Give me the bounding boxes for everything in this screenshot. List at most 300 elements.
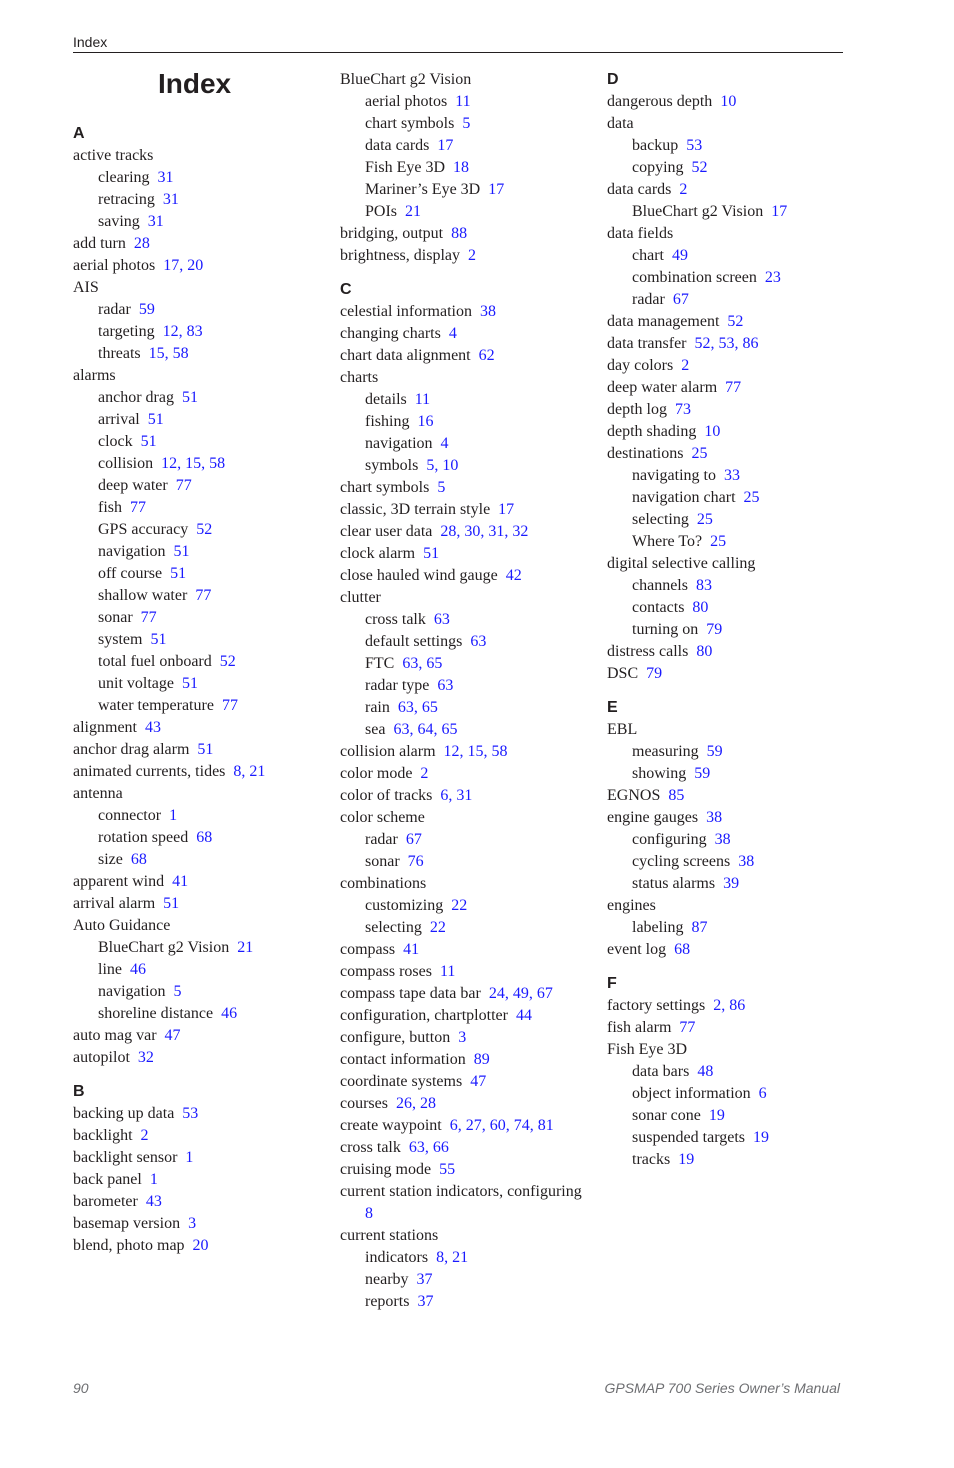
page-reference-link[interactable]: 51: [140, 433, 157, 450]
page-reference-link[interactable]: 76: [407, 853, 424, 870]
index-entry: [340, 565, 590, 587]
page-reference-link[interactable]: 51: [423, 545, 440, 562]
page-reference-link[interactable]: 1: [185, 1149, 194, 1166]
index-entry: [607, 1039, 857, 1061]
index-letter-heading: A: [73, 125, 85, 142]
page-reference-link[interactable]: 63: [437, 677, 454, 694]
index-subentry: [73, 607, 323, 629]
page-reference-link[interactable]: 79: [706, 621, 723, 638]
index-term: cruising mode: [340, 1161, 432, 1178]
index-term: day colors: [607, 357, 674, 374]
index-entry: [73, 1147, 323, 1169]
page-reference-link[interactable]: 2: [468, 247, 476, 264]
index-entry: [340, 1027, 590, 1049]
index-subentry: [73, 981, 323, 1003]
page-reference-link[interactable]: 68: [130, 851, 147, 868]
index-term: water temperature: [98, 697, 214, 714]
page-reference-link[interactable]: 19: [678, 1151, 695, 1168]
index-term: BlueChart g2 Vision: [340, 71, 472, 88]
page-reference-link[interactable]: 31: [147, 213, 164, 230]
page-reference-link[interactable]: 17: [498, 501, 515, 518]
index-entry: [73, 739, 323, 761]
index-term: clutter: [340, 589, 381, 606]
page-reference-link[interactable]: 2, 86: [713, 997, 746, 1014]
index-term: Mariner’s Eye 3D: [365, 181, 481, 198]
page-reference-link[interactable]: 2: [420, 765, 429, 782]
index-term: data transfer: [607, 335, 687, 352]
index-subentry: [73, 673, 323, 695]
index-term: data bars: [632, 1063, 690, 1080]
index-entry: [340, 543, 590, 565]
page-reference-link[interactable]: 49: [671, 247, 688, 264]
index-column-1: [73, 123, 323, 1257]
index-subentry: [73, 519, 323, 541]
index-term: alarms: [73, 367, 116, 384]
index-entry: [73, 1025, 323, 1047]
index-term: deep water alarm: [607, 379, 718, 396]
page-reference-link[interactable]: 48: [697, 1063, 714, 1080]
page-reference-link[interactable]: 43: [144, 719, 161, 736]
page-reference-link[interactable]: 42: [505, 567, 522, 584]
index-entry: [340, 477, 590, 499]
index-column-2: [340, 69, 590, 1313]
page-reference-link[interactable]: 17: [771, 203, 788, 220]
page-reference-link[interactable]: 63: [470, 633, 487, 650]
page-reference-link[interactable]: 28, 30, 31, 32: [440, 523, 529, 540]
page-reference-link[interactable]: 25: [743, 489, 760, 506]
page-reference-link[interactable]: 6: [758, 1085, 767, 1102]
page-reference-link[interactable]: 1: [149, 1171, 158, 1188]
index-subentry: [73, 1003, 323, 1025]
index-term: data cards: [607, 181, 672, 198]
page-reference-link[interactable]: 77: [130, 499, 146, 516]
index-term: charts: [340, 369, 379, 386]
index-entry: [607, 995, 857, 1017]
index-entry: [73, 717, 323, 739]
page-reference-link[interactable]: 26, 28: [395, 1095, 436, 1112]
page-reference-link[interactable]: 63, 65: [397, 699, 438, 716]
index-entry: [340, 1071, 590, 1093]
index-entry: [73, 1169, 323, 1191]
page-reference-link[interactable]: 51: [173, 543, 190, 560]
index-entry: [607, 663, 857, 685]
index-term: sea: [365, 721, 386, 738]
running-header: Index: [73, 34, 843, 53]
index-term: configuration, chartplotter: [340, 1007, 508, 1024]
index-entry: [73, 1213, 323, 1235]
page-reference-link[interactable]: 51: [163, 895, 180, 912]
page-reference-link[interactable]: 59: [706, 743, 723, 760]
page-reference-link[interactable]: 87: [691, 919, 708, 936]
index-entry: [73, 915, 323, 937]
index-term: connector: [98, 807, 162, 824]
page-reference-link[interactable]: 51: [150, 631, 167, 648]
index-term: status alarms: [632, 875, 716, 892]
index-term: contact information: [340, 1051, 466, 1068]
index-subentry: [607, 1149, 857, 1171]
page-reference-link[interactable]: 12, 15, 58: [161, 455, 226, 472]
page-reference-link[interactable]: 11: [439, 963, 456, 980]
page-reference-link[interactable]: 19: [708, 1107, 725, 1124]
index-entry: [607, 719, 857, 741]
page-reference-link[interactable]: 11: [455, 93, 471, 110]
index-subentry: [607, 741, 857, 763]
index-subentry: [73, 387, 323, 409]
index-term: shallow water: [98, 587, 188, 604]
page-reference-link[interactable]: 5: [173, 983, 182, 1000]
page-reference-link[interactable]: 25: [710, 533, 727, 550]
index-term: create waypoint: [340, 1117, 442, 1134]
index-entry: [73, 233, 323, 255]
page-reference-link[interactable]: 5, 10: [426, 457, 459, 474]
index-term: configure, button: [340, 1029, 451, 1046]
index-letter-heading: C: [340, 281, 352, 298]
page-reference-link[interactable]: 3: [458, 1029, 467, 1046]
index-term: customizing: [365, 897, 444, 914]
page-reference-link[interactable]: 67: [672, 291, 689, 308]
page-reference-link[interactable]: 83: [695, 577, 712, 594]
page-reference-link[interactable]: 38: [714, 831, 731, 848]
index-subentry: [340, 135, 590, 157]
page-reference-link[interactable]: 1: [169, 807, 178, 824]
page-reference-link[interactable]: 80: [696, 643, 713, 660]
page-reference-link[interactable]: 28: [133, 235, 150, 252]
index-term: aerial photos: [365, 93, 448, 110]
index-entry: [340, 763, 590, 785]
index-subentry: [340, 113, 590, 135]
index-term: system: [98, 631, 143, 648]
page-reference-link[interactable]: 2: [679, 181, 688, 198]
page-reference-link[interactable]: 10: [704, 423, 721, 440]
page-reference-link[interactable]: 51: [197, 741, 214, 758]
index-subentry: [340, 433, 590, 455]
page-reference-link[interactable]: 15, 58: [148, 345, 189, 362]
index-term: clock: [98, 433, 133, 450]
index-term: radar type: [365, 677, 430, 694]
index-term: chart symbols: [340, 479, 430, 496]
index-subentry: [73, 563, 323, 585]
page-reference-link[interactable]: 21: [237, 939, 254, 956]
page-reference-link[interactable]: 8: [365, 1205, 373, 1222]
page-reference-link[interactable]: 77: [221, 697, 238, 714]
index-term: contacts: [632, 599, 685, 616]
page-reference-link[interactable]: 88: [451, 225, 468, 242]
index-subentry: [607, 201, 857, 223]
index-term: nearby: [365, 1271, 409, 1288]
index-subentry: [607, 917, 857, 939]
index-term: threats: [98, 345, 141, 362]
page-reference-link[interactable]: 19: [753, 1129, 770, 1146]
page-reference-link[interactable]: 25: [691, 445, 708, 462]
page-reference-link[interactable]: 6, 31: [440, 787, 473, 804]
page-reference-link[interactable]: 25: [696, 511, 713, 528]
index-subentry: [607, 597, 857, 619]
page-reference-link[interactable]: 12, 83: [162, 323, 203, 340]
page-reference-link[interactable]: 52: [219, 653, 236, 670]
index-term: symbols: [365, 457, 419, 474]
index-subentry: [340, 895, 590, 917]
index-term: cross talk: [340, 1139, 401, 1156]
index-subentry: [340, 697, 590, 719]
page-reference-link[interactable]: 63, 66: [408, 1139, 449, 1156]
index-entry: [607, 785, 857, 807]
page-reference-link[interactable]: 37: [416, 1271, 433, 1288]
page-reference-link[interactable]: 32: [137, 1049, 154, 1066]
index-term: anchor drag alarm: [73, 741, 190, 758]
index-term: chart data alignment: [340, 347, 471, 364]
page-reference-link[interactable]: 21: [405, 203, 422, 220]
index-entry: [73, 761, 323, 783]
index-entry: [73, 893, 323, 915]
page-reference-link[interactable]: 77: [679, 1019, 696, 1036]
page-reference-link[interactable]: 38: [479, 303, 496, 320]
page-reference-link[interactable]: 52: [727, 313, 744, 330]
index-term: measuring: [632, 743, 699, 760]
index-term: AIS: [73, 279, 99, 296]
index-term: event log: [607, 941, 667, 958]
index-letter-heading: B: [73, 1083, 85, 1100]
index-subentry: [340, 631, 590, 653]
page-reference-link[interactable]: 51: [181, 675, 198, 692]
index-term: deep water: [98, 477, 168, 494]
index-term: BlueChart g2 Vision: [632, 203, 764, 220]
page-reference-link[interactable]: 63, 65: [402, 655, 443, 672]
page-reference-link[interactable]: 38: [738, 853, 755, 870]
page-reference-link[interactable]: 67: [405, 831, 422, 848]
index-subentry: [607, 829, 857, 851]
index-entry: [73, 255, 323, 277]
index-term: barometer: [73, 1193, 138, 1210]
page-reference-link[interactable]: 17: [488, 181, 505, 198]
index-subentry: [73, 585, 323, 607]
index-term: current stations: [340, 1227, 439, 1244]
index-term: color scheme: [340, 809, 425, 826]
page-reference-link[interactable]: 16: [417, 413, 434, 430]
index-term: size: [98, 851, 123, 868]
index-entry: [607, 355, 857, 377]
page-reference-link[interactable]: 3: [188, 1215, 197, 1232]
index-subentry: [607, 531, 857, 553]
page-reference-link[interactable]: 43: [145, 1193, 162, 1210]
index-subentry: [607, 1061, 857, 1083]
index-term: compass: [340, 941, 396, 958]
index-entry: [340, 961, 590, 983]
index-subentry: [73, 695, 323, 717]
index-term: apparent wind: [73, 873, 165, 890]
index-entry: [607, 333, 857, 355]
index-term: radar: [365, 831, 398, 848]
page-reference-link[interactable]: 52, 53, 86: [694, 335, 759, 352]
index-subentry: [73, 189, 323, 211]
index-subentry: [73, 651, 323, 673]
page-reference-link[interactable]: 53: [182, 1105, 199, 1122]
index-term: backlight: [73, 1127, 133, 1144]
index-entry: [340, 1181, 590, 1203]
index-term: selecting: [632, 511, 689, 528]
index-term: engine gauges: [607, 809, 699, 826]
index-subentry: [73, 409, 323, 431]
page-reference-link[interactable]: 63, 64, 65: [393, 721, 458, 738]
page-reference-link[interactable]: 59: [694, 765, 711, 782]
page-reference-link[interactable]: 23: [764, 269, 781, 286]
page-reference-link[interactable]: 52: [196, 521, 213, 538]
page-reference-link[interactable]: 44: [515, 1007, 532, 1024]
page-reference-link[interactable]: 53: [686, 137, 703, 154]
index-entry: [607, 91, 857, 113]
index-term: fishing: [365, 413, 410, 430]
page-reference-link[interactable]: 5: [462, 115, 471, 132]
index-entry: [340, 587, 590, 609]
page-reference-link[interactable]: 22: [451, 897, 468, 914]
index-entry: [340, 1115, 590, 1137]
index-term: destinations: [607, 445, 684, 462]
page-reference-link[interactable]: 51: [170, 565, 187, 582]
index-term: combinations: [340, 875, 427, 892]
index-entry: [340, 367, 590, 389]
index-column-3: [607, 69, 857, 1171]
page-reference-link[interactable]: 47: [164, 1027, 181, 1044]
index-term: color mode: [340, 765, 413, 782]
index-entry: [607, 641, 857, 663]
index-entry: [607, 807, 857, 829]
index-term: Fish Eye 3D: [607, 1041, 687, 1058]
index-term: indicators: [365, 1249, 429, 1266]
page-reference-link[interactable]: 5: [437, 479, 446, 496]
page-reference-link[interactable]: 31: [157, 169, 174, 186]
page-reference-link[interactable]: 89: [473, 1051, 490, 1068]
index-subentry: [607, 619, 857, 641]
index-term: GPS accuracy: [98, 521, 189, 538]
page-reference-link[interactable]: 51: [147, 411, 164, 428]
index-subentry: [340, 917, 590, 939]
index-subentry: [607, 1127, 857, 1149]
index-entry: [340, 323, 590, 345]
index-term: FTC: [365, 655, 395, 672]
index-term: DSC: [607, 665, 639, 682]
index-term: clock alarm: [340, 545, 416, 562]
page-reference-link[interactable]: 31: [162, 191, 179, 208]
page-reference-link[interactable]: 77: [140, 609, 157, 626]
page-reference-link[interactable]: 68: [196, 829, 213, 846]
page-reference-link[interactable]: 10: [720, 93, 737, 110]
page-reference-link[interactable]: 4: [448, 325, 457, 342]
index-term: animated currents, tides: [73, 763, 226, 780]
page-reference-link[interactable]: 11: [414, 391, 431, 408]
page-reference-link[interactable]: 18: [453, 159, 469, 176]
page-reference-link[interactable]: 46: [221, 1005, 238, 1022]
page-reference-link[interactable]: 39: [723, 875, 740, 892]
page-reference-link[interactable]: 41: [172, 873, 189, 890]
page-reference-link[interactable]: 73: [675, 401, 691, 418]
page-reference-link[interactable]: 17: [437, 137, 454, 154]
page-reference-link[interactable]: 46: [130, 961, 146, 978]
page-reference-link[interactable]: 33: [723, 467, 740, 484]
index-subentry: [340, 851, 590, 873]
index-subentry: [340, 1291, 590, 1313]
index-term: basemap version: [73, 1215, 181, 1232]
index-term: aerial photos: [73, 257, 156, 274]
page-reference-link[interactable]: 38: [706, 809, 723, 826]
index-subentry: [607, 1105, 857, 1127]
page-reference-link[interactable]: 63: [433, 611, 450, 628]
page-reference-link[interactable]: 41: [403, 941, 420, 958]
index-subentry: [73, 827, 323, 849]
index-entry: [340, 301, 590, 323]
index-term: configuring: [632, 831, 707, 848]
index-subentry: [607, 1083, 857, 1105]
index-term: dangerous depth: [607, 93, 713, 110]
index-term: data management: [607, 313, 720, 330]
index-term: backlight sensor: [73, 1149, 178, 1166]
page-reference-link[interactable]: 68: [674, 941, 691, 958]
page-reference-link[interactable]: 2: [681, 357, 690, 374]
page-reference-link[interactable]: 59: [138, 301, 155, 318]
page-reference-link[interactable]: 12, 15, 58: [443, 743, 508, 760]
page-reference-link[interactable]: 37: [417, 1293, 434, 1310]
index-entry: [607, 939, 857, 961]
index-term: details: [365, 391, 407, 408]
index-term: targeting: [98, 323, 155, 340]
page-reference-link[interactable]: 4: [440, 435, 449, 452]
page-reference-link[interactable]: 8, 21: [233, 763, 266, 780]
index-subentry: [607, 465, 857, 487]
page-reference-link[interactable]: 8, 21: [436, 1249, 469, 1266]
index-term: navigation: [365, 435, 433, 452]
index-subentry: [73, 453, 323, 475]
page-reference-link[interactable]: 77: [195, 587, 212, 604]
page-reference-link[interactable]: 52: [691, 159, 708, 176]
index-term: Fish Eye 3D: [365, 159, 445, 176]
page-reference-link[interactable]: 20: [192, 1237, 209, 1254]
index-entry: [607, 223, 857, 245]
page-reference-link[interactable]: 17, 20: [163, 257, 204, 274]
index-term: clearing: [98, 169, 150, 186]
page-reference-link[interactable]: 77: [175, 477, 192, 494]
index-entry: [340, 1203, 590, 1225]
page-reference-link[interactable]: 62: [478, 347, 495, 364]
page-reference-link[interactable]: 2: [140, 1127, 149, 1144]
index-term: alignment: [73, 719, 137, 736]
index-subentry: [340, 1247, 590, 1269]
page-reference-link[interactable]: 24, 49, 67: [488, 985, 553, 1002]
page-reference-link[interactable]: 80: [692, 599, 709, 616]
index-subentry: [340, 609, 590, 631]
index-entry: [73, 1047, 323, 1069]
index-term: anchor drag: [98, 389, 174, 406]
page-reference-link[interactable]: 51: [181, 389, 198, 406]
index-entry: [73, 1235, 323, 1257]
index-subentry: [607, 135, 857, 157]
manual-title: GPSMAP 700 Series Owner’s Manual: [604, 1380, 840, 1396]
page-reference-link[interactable]: 22: [429, 919, 446, 936]
index-term: changing charts: [340, 325, 441, 342]
index-term: combination screen: [632, 269, 757, 286]
page-reference-link[interactable]: 79: [646, 665, 663, 682]
index-term: add turn: [73, 235, 126, 252]
index-term: suspended targets: [632, 1129, 746, 1146]
page-reference-link[interactable]: 6, 27, 60, 74, 81: [449, 1117, 554, 1134]
index-subentry: [607, 157, 857, 179]
index-subentry: [340, 1269, 590, 1291]
index-subentry: [607, 289, 857, 311]
page-reference-link[interactable]: 47: [470, 1073, 487, 1090]
page-reference-link[interactable]: 85: [668, 787, 685, 804]
index-entry: [340, 807, 590, 829]
index-term: current station indicators, configuring: [340, 1183, 582, 1200]
page-reference-link[interactable]: 55: [439, 1161, 456, 1178]
index-term: BlueChart g2 Vision: [98, 939, 230, 956]
page-reference-link[interactable]: 77: [725, 379, 742, 396]
